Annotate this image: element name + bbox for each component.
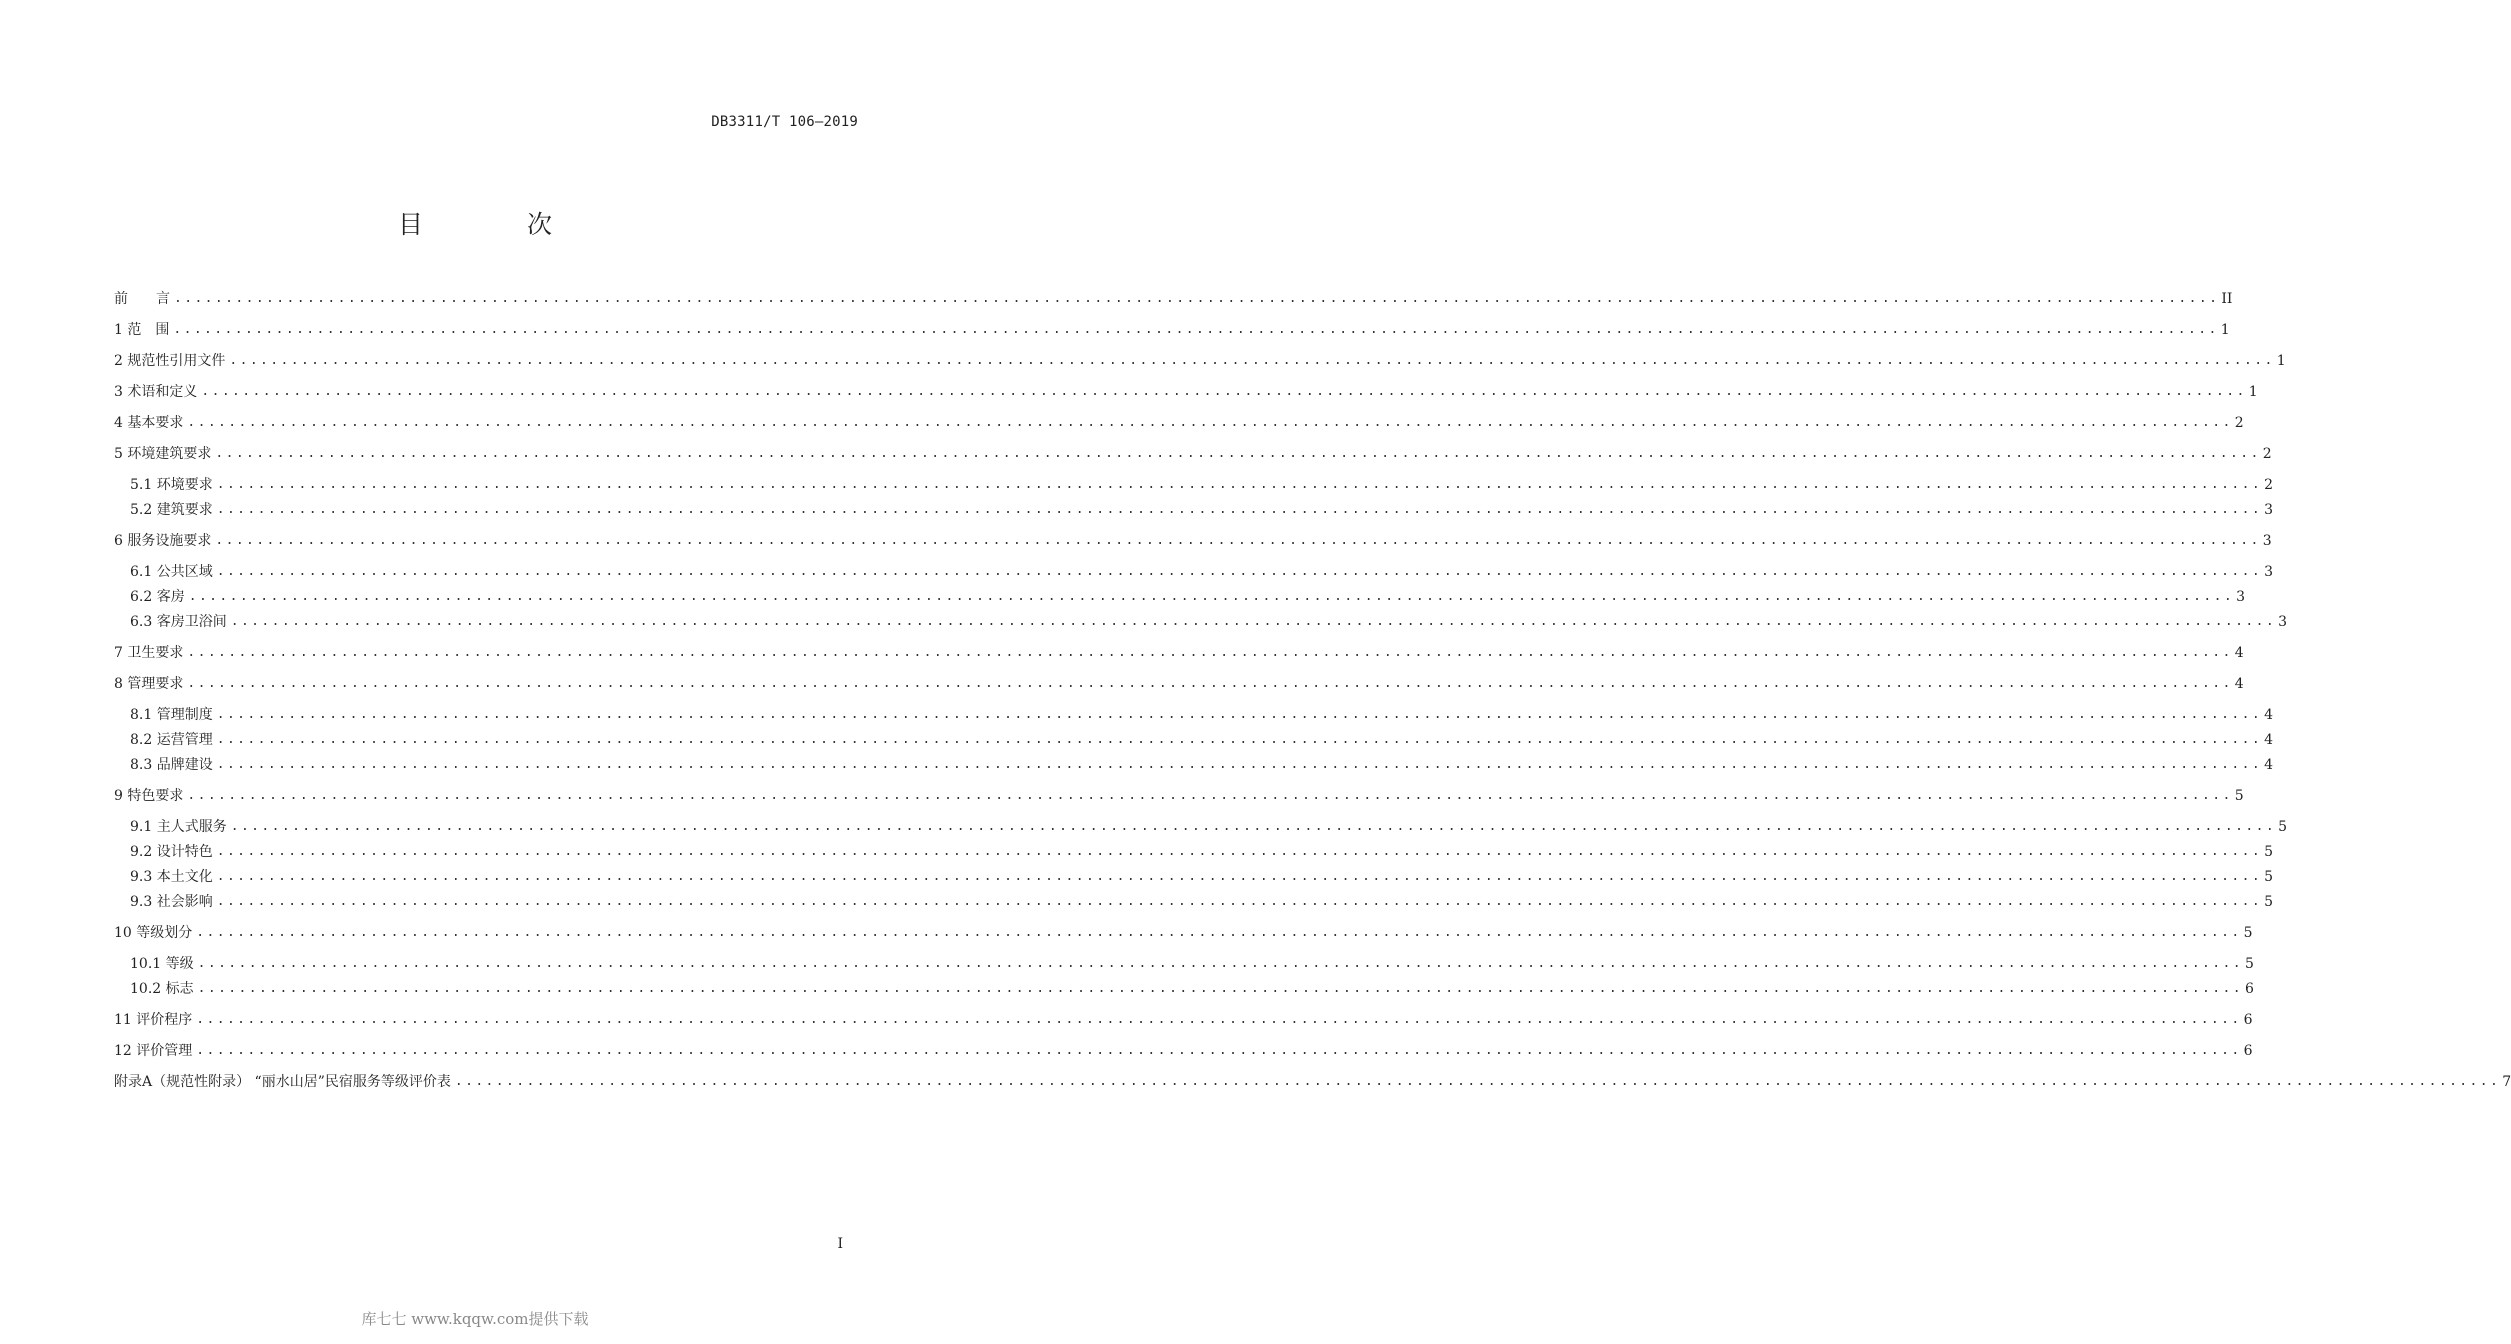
toc-leader-dots: ........................................................................................................................................................................................................ bbox=[230, 614, 2277, 629]
toc-entry-page: 3 bbox=[2264, 564, 2273, 580]
toc-leader-dots: ........................................................................................................................................................................................................ bbox=[216, 564, 2263, 579]
toc-entry-page: 6 bbox=[2243, 1012, 2253, 1028]
toc-entry-page: 2 bbox=[2264, 477, 2273, 493]
toc-entry-page: 4 bbox=[2264, 707, 2273, 723]
toc-entry-label: 5 环境建筑要求 bbox=[114, 446, 212, 462]
toc-entry-label: 10 等级划分 bbox=[114, 925, 193, 941]
toc-leader-dots: ........................................................................................................................................................................................................ bbox=[196, 925, 2242, 940]
toc-leader-dots: ........................................................................................................................................................................................................ bbox=[454, 1074, 2501, 1089]
toc-entry-page: 3 bbox=[2278, 614, 2287, 630]
toc-entry-page: 6 bbox=[2244, 981, 2254, 997]
toc-entry-page: 5 bbox=[2243, 925, 2253, 941]
toc-entry-label: 7 卫生要求 bbox=[114, 645, 184, 661]
toc-entry-7[interactable] bbox=[114, 642, 2244, 664]
toc-entry-label: 9.2 设计特色 bbox=[130, 844, 213, 860]
toc-entry-label: 8.2 运营管理 bbox=[130, 732, 213, 748]
toc-leader-dots: ........................................................................................................................................................................................................ bbox=[173, 322, 2219, 337]
toc-entry-page: 1 bbox=[2248, 384, 2258, 400]
toc-leader-dots: ........................................................................................................................................................................................................ bbox=[197, 981, 2243, 996]
toc-entry-2[interactable] bbox=[114, 350, 2286, 372]
toc-leader-dots: ........................................................................................................................................................................................................ bbox=[188, 589, 2235, 604]
toc-entry-label: 9.1 主人式服务 bbox=[130, 819, 227, 835]
toc-entry-label: 4 基本要求 bbox=[114, 415, 184, 431]
toc-entry-page: 4 bbox=[2234, 676, 2244, 692]
toc-entry-5[interactable] bbox=[114, 443, 2272, 465]
toc-entry-8[interactable] bbox=[114, 673, 2244, 695]
toc-leader-dots: ........................................................................................................................................................................................................ bbox=[216, 477, 2263, 492]
toc-entry-label: 2 规范性引用文件 bbox=[114, 353, 226, 369]
toc-entry-page: 3 bbox=[2262, 533, 2272, 549]
toc-entry-9-3b[interactable] bbox=[130, 891, 2273, 913]
toc-entry-label: 1 范 围 bbox=[114, 322, 170, 338]
toc-entry-label: 5.1 环境要求 bbox=[130, 477, 213, 493]
toc-entry-5-2[interactable] bbox=[130, 499, 2273, 521]
toc-leader-dots: ........................................................................................................................................................................................................ bbox=[216, 757, 2263, 772]
toc-leader-dots: ........................................................................................................................................................................................................ bbox=[230, 819, 2277, 834]
toc-entry-9-2[interactable] bbox=[130, 841, 2273, 863]
toc-leader-dots: ........................................................................................................................................................................................................ bbox=[216, 894, 2263, 909]
watermark-text: 库七七 www.kqqw.com提供下载 bbox=[361, 1310, 589, 1328]
toc-leader-dots: ........................................................................................................................................................................................................ bbox=[201, 384, 2247, 399]
toc-entry-label: 11 评价程序 bbox=[114, 1012, 193, 1028]
toc-entry-page: 1 bbox=[2276, 353, 2286, 369]
toc-entry-page: 3 bbox=[2264, 502, 2273, 518]
toc-entry-page: 6 bbox=[2243, 1043, 2253, 1059]
toc-entry-label: 9.3 社会影响 bbox=[130, 894, 213, 910]
toc-entry-4[interactable] bbox=[114, 412, 2244, 434]
toc-leader-dots: ........................................................................................................................................................................................................ bbox=[216, 869, 2263, 884]
toc-entry-page: 5 bbox=[2244, 956, 2254, 972]
toc-leader-dots: ........................................................................................................................................................................................................ bbox=[215, 446, 2261, 461]
toc-entry-label: 5.2 建筑要求 bbox=[130, 502, 213, 518]
toc-entry-page: 5 bbox=[2278, 819, 2287, 835]
toc-entry-8-1[interactable] bbox=[130, 704, 2273, 726]
toc-entry-label: 8.3 品牌建设 bbox=[130, 757, 213, 773]
toc-leader-dots: ........................................................................................................................................................................................................ bbox=[196, 1012, 2242, 1027]
toc-entry-label: 9.3 本土文化 bbox=[130, 869, 213, 885]
toc-leader-dots: ........................................................................................................................................................................................................ bbox=[187, 415, 2233, 430]
toc-entry-5-1[interactable] bbox=[130, 474, 2273, 496]
toc-entry-10-2[interactable] bbox=[130, 978, 2254, 1000]
page-number: I bbox=[837, 1236, 843, 1252]
toc-entry-page: 4 bbox=[2264, 757, 2273, 773]
toc-entry-9[interactable] bbox=[114, 785, 2244, 807]
toc-leader-dots: ........................................................................................................................................................................................................ bbox=[187, 676, 2233, 691]
toc-entry-8-2[interactable] bbox=[130, 729, 2273, 751]
toc-entry-label: 8 管理要求 bbox=[114, 676, 184, 692]
toc-entry-label: 6 服务设施要求 bbox=[114, 533, 212, 549]
toc-entry-page: 3 bbox=[2236, 589, 2245, 605]
toc-entry-9-1[interactable] bbox=[130, 816, 2287, 838]
toc-leader-dots: ........................................................................................................................................................................................................ bbox=[187, 788, 2233, 803]
toc-leader-dots: ........................................................................................................................................................................................................ bbox=[187, 645, 2233, 660]
toc-entry-appendix-a[interactable] bbox=[114, 1071, 2511, 1093]
toc-entry-page: 5 bbox=[2264, 844, 2273, 860]
toc-leader-dots: ........................................................................................................................................................................................................ bbox=[229, 353, 2275, 368]
toc-entry-page: 4 bbox=[2234, 645, 2244, 661]
toc-leader-dots: ........................................................................................................................................................................................................ bbox=[215, 533, 2261, 548]
toc-leader-dots: ........................................................................................................................................................................................................ bbox=[216, 502, 2263, 517]
toc-entry-12[interactable] bbox=[114, 1040, 2253, 1062]
toc-entry-page: 1 bbox=[2220, 322, 2230, 338]
toc-entry-page: 2 bbox=[2234, 415, 2244, 431]
toc-entry-label: 9 特色要求 bbox=[114, 788, 184, 804]
toc-entry-label: 6.2 客房 bbox=[130, 589, 185, 605]
toc-entry-label: 12 评价管理 bbox=[114, 1043, 193, 1059]
toc-entry-6-2[interactable] bbox=[130, 586, 2245, 608]
toc-entry-page: II bbox=[2221, 291, 2233, 307]
toc-entry-label: 10.1 等级 bbox=[130, 956, 194, 972]
toc-entry-label: 8.1 管理制度 bbox=[130, 707, 213, 723]
toc-entry-page: 4 bbox=[2264, 732, 2273, 748]
toc-entry-page: 7 bbox=[2502, 1074, 2511, 1090]
toc-entry-8-3[interactable] bbox=[130, 754, 2273, 776]
toc-leader-dots: ........................................................................................................................................................................................................ bbox=[197, 956, 2243, 971]
toc-entry-label: 3 术语和定义 bbox=[114, 384, 198, 400]
toc-entry-6-3[interactable] bbox=[130, 611, 2287, 633]
toc-entry-label: 前 言 bbox=[114, 291, 170, 307]
toc-entry-page: 5 bbox=[2234, 788, 2244, 804]
toc-leader-dots: ........................................................................................................................................................................................................ bbox=[216, 732, 2263, 747]
toc-entry-page: 5 bbox=[2264, 869, 2273, 885]
toc-entry-10[interactable] bbox=[114, 922, 2253, 944]
page-title: 目 次 bbox=[398, 210, 600, 239]
toc-entry-11[interactable] bbox=[114, 1009, 2253, 1031]
toc-leader-dots: ........................................................................................................................................................................................................ bbox=[174, 291, 2220, 306]
toc-entry-page: 2 bbox=[2262, 446, 2272, 462]
toc-entry-6[interactable] bbox=[114, 530, 2272, 552]
toc-entry-6-1[interactable] bbox=[130, 561, 2273, 583]
toc-entry-foreword[interactable] bbox=[114, 288, 2233, 310]
toc-entry-3[interactable] bbox=[114, 381, 2258, 403]
toc-entry-9-3a[interactable] bbox=[130, 866, 2273, 888]
toc-entry-label: 附录A（规范性附录） “丽水山居”民宿服务等级评价表 bbox=[114, 1074, 451, 1090]
toc-entry-label: 6.1 公共区域 bbox=[130, 564, 213, 580]
toc-entry-label: 10.2 标志 bbox=[130, 981, 194, 997]
toc-entry-page: 5 bbox=[2264, 894, 2273, 910]
document-code: DB3311/T 106—2019 bbox=[711, 114, 858, 130]
toc-leader-dots: ........................................................................................................................................................................................................ bbox=[216, 707, 2263, 722]
toc-entry-1[interactable] bbox=[114, 319, 2230, 341]
toc-leader-dots: ........................................................................................................................................................................................................ bbox=[216, 844, 2263, 859]
toc-leader-dots: ........................................................................................................................................................................................................ bbox=[196, 1043, 2242, 1058]
toc-entry-label: 6.3 客房卫浴间 bbox=[130, 614, 227, 630]
toc-entry-10-1[interactable] bbox=[130, 953, 2254, 975]
